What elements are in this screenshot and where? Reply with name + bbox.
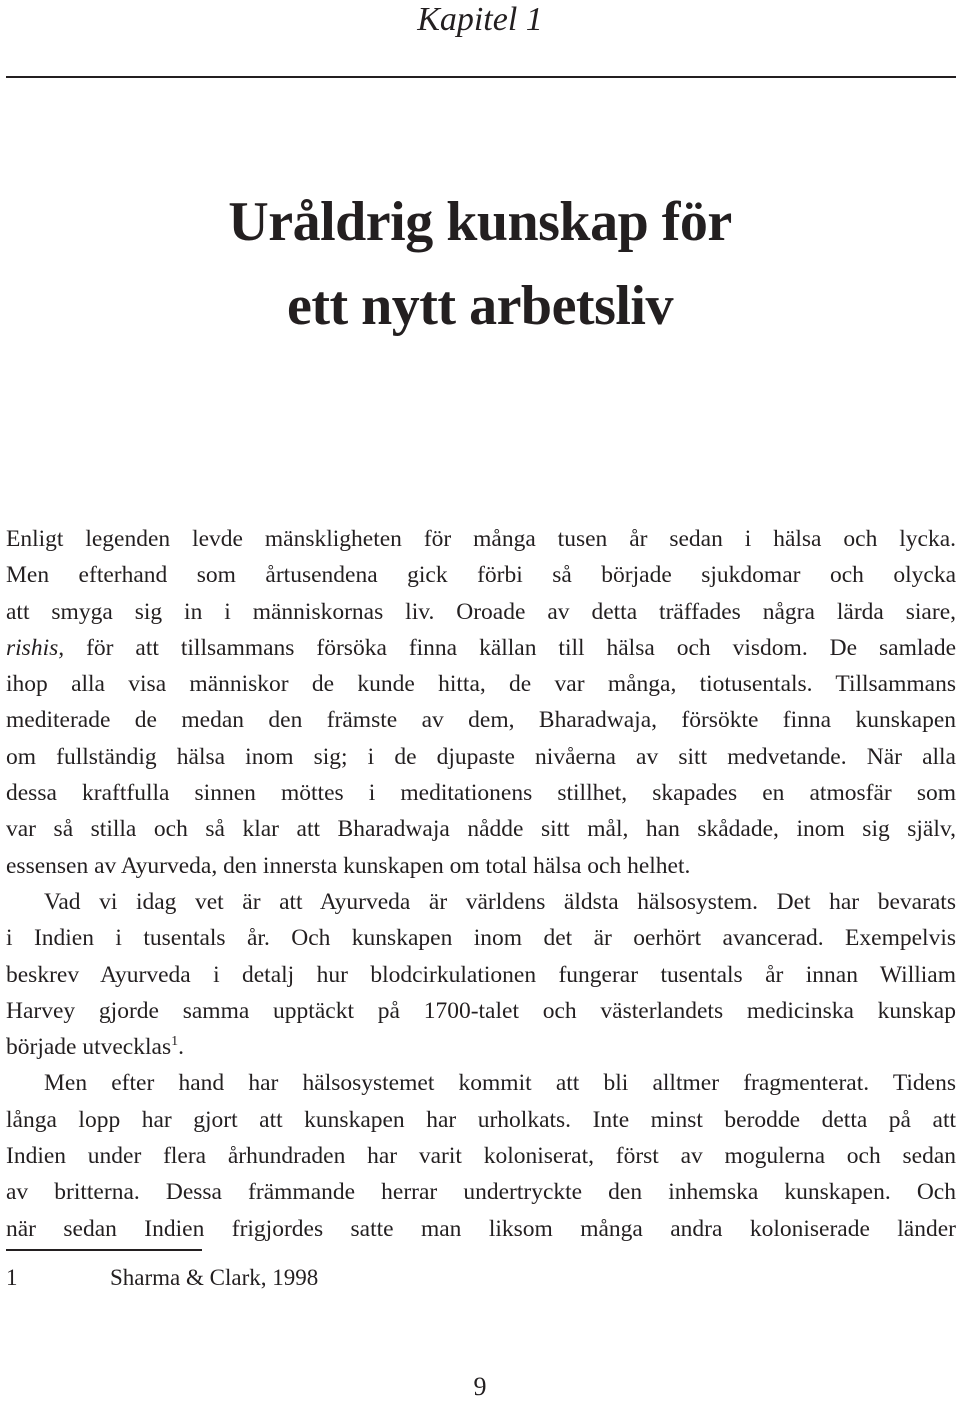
text-line: mediterade de medan den främste av dem, Bharadwaja, försökte finna kunskapen bbox=[6, 707, 956, 734]
footnote bbox=[6, 1262, 318, 1294]
text-line: Vad vi idag vet är att Ayurveda är världens äldsta hälsosystem. Det har bevarats bbox=[44, 888, 956, 915]
chapter-title-line-1: Uråldrig kunskap för bbox=[228, 191, 732, 253]
chapter-title bbox=[0, 180, 960, 348]
text-line: om fullständig hälsa inom sig; i de djupaste nivåerna av sitt medvetande. När alla bbox=[6, 743, 956, 770]
text-line: i Indien i tusentals år. Och kunskapen inom det är oerhört avancerad. Exempelvis bbox=[6, 925, 956, 952]
paragraph-2 bbox=[6, 884, 956, 1065]
text-line: långa lopp har gjort att kunskapen har urholkats. Inte minst berodde detta på att bbox=[6, 1106, 956, 1133]
text-line: Men efter hand har hälsosystemet kommit att bli alltmer fragmenterat. Tidens bbox=[44, 1070, 956, 1097]
end-punctuation: . bbox=[178, 1034, 184, 1061]
italic-term: rishis, bbox=[6, 634, 65, 661]
text-line: ihop alla visa människor de kunde hitta, de var många, tiotusentals. Tillsammans bbox=[6, 671, 956, 698]
text-line: beskrev Ayurveda i detalj hur blodcirkulationen fungerar tusentals år innan William bbox=[6, 961, 956, 988]
page-number: 9 bbox=[473, 1372, 487, 1401]
text-line: att smyga sig in i människornas liv. Oroade av detta träffades några lärda siare, bbox=[6, 598, 956, 625]
text-line: Indien under flera århundraden har varit koloniserat, först av mogulerna och sedan bbox=[6, 1143, 956, 1170]
header-divider bbox=[6, 76, 956, 78]
text-line: var så stilla och så klar att Bharadwaja nådde sitt mål, han skådade, inom sig själv, bbox=[6, 816, 956, 843]
chapter-label: Kapitel 1 bbox=[417, 1, 543, 38]
footnote-divider bbox=[6, 1249, 202, 1251]
footnote-reference[interactable]: 1 bbox=[171, 1034, 179, 1050]
chapter-title-line-2: ett nytt arbetsliv bbox=[286, 275, 673, 337]
paragraph-1 bbox=[6, 521, 956, 884]
text-line-body: började utvecklas bbox=[6, 1034, 172, 1061]
text-line: Enligt legenden levde mänskligheten för många tusen år sedan i hälsa och lycka. bbox=[6, 526, 956, 552]
text-line: Harvey gjorde samma upptäckt på 1700-talet och västerlandets medicinska kunskap bbox=[6, 997, 956, 1024]
text-line: när sedan Indien frigjordes satte man liksom många andra koloniserade länder bbox=[6, 1215, 956, 1242]
text-line: av britterna. Dessa främmande herrar undertryckte den inhemska kunskapen. Och bbox=[6, 1179, 956, 1206]
text-line-rest: för att tillsammans försöka finna källan till hälsa och visdom. De samlade bbox=[86, 634, 957, 661]
text-line: Men efterhand som årtusendena gick förbi så började sjukdomar och olycka bbox=[6, 562, 956, 589]
text-line: essensen av Ayurveda, den innersta kunskapen om total hälsa och helhet. bbox=[6, 852, 691, 879]
paragraph-3 bbox=[6, 1065, 956, 1246]
text-line-with-footnote bbox=[6, 1029, 956, 1065]
footnote-text: Sharma & Clark, 1998 bbox=[110, 1265, 319, 1290]
footnote-number: 1 bbox=[6, 1265, 18, 1290]
text-line: dessa kraftfulla sinnen möttes i meditationens stillhet, skapades en atmosfär som bbox=[6, 780, 956, 807]
text-line-with-italic bbox=[6, 630, 956, 666]
body-text bbox=[6, 521, 956, 1247]
